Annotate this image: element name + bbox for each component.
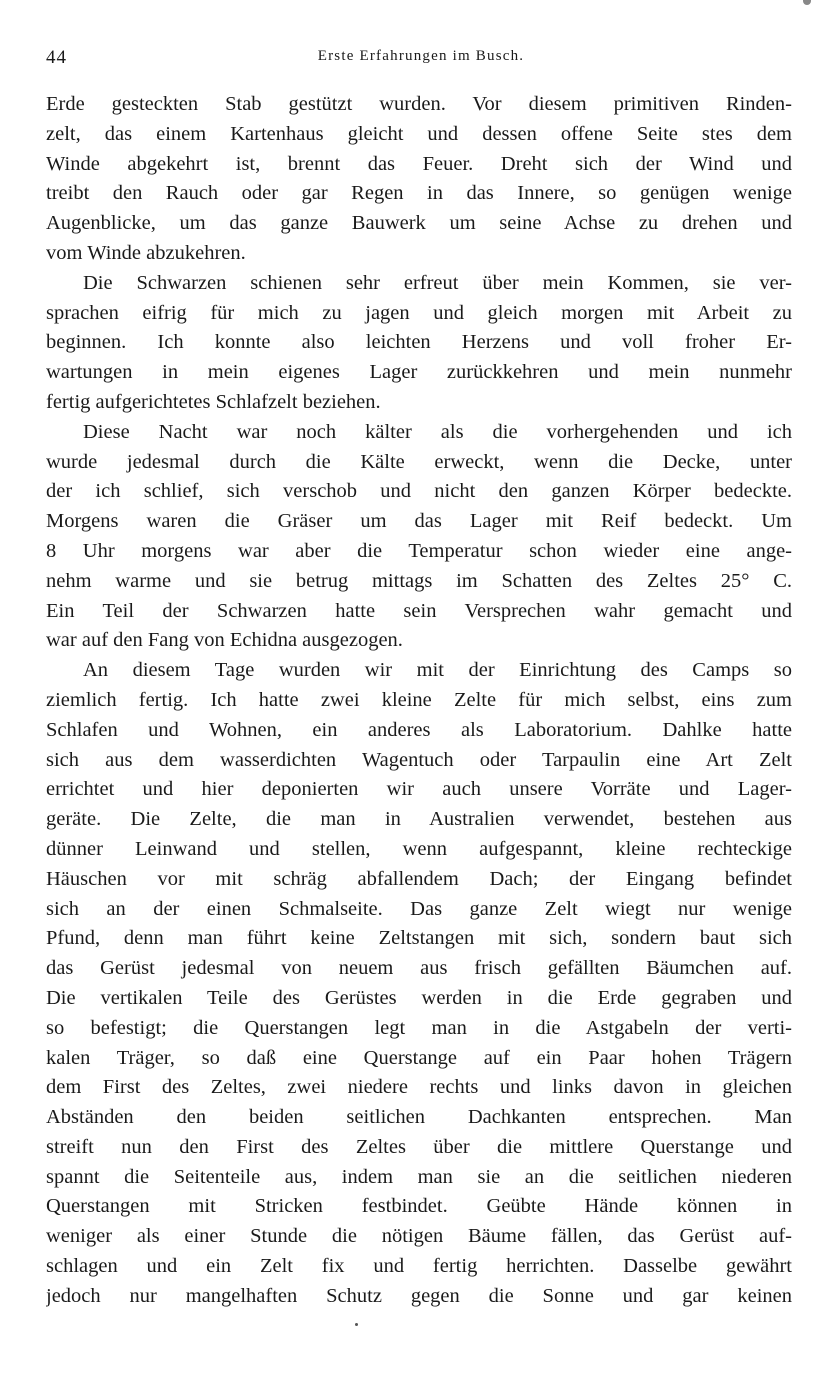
text-line: wartungen in mein eigenes Lager zurückkehren und mein nunmehr [46, 361, 792, 384]
text-line: wurde jedesmal durch die Kälte erweckt, wenn die Decke, unter [46, 450, 792, 473]
text-line: zelt, das einem Kartenhaus gleicht und dessen offene Seite stes dem [46, 122, 792, 145]
body-text [46, 90, 792, 1312]
text-line: das Gerüst jedesmal von neuem aus frisch gefällten Bäumchen auf. [46, 957, 792, 980]
text-line: streift nun den First des Zeltes über die mittlere Querstange und [46, 1135, 792, 1158]
text-line: Schlafen und Wohnen, ein anderes als Laboratorium. Dahlke hatte [46, 718, 792, 741]
text-line: Winde abgekehrt ist, brennt das Feuer. Dreht sich der Wind und [46, 152, 792, 175]
text-line: der ich schlief, sich verschob und nicht den ganzen Körper bedeckte. [46, 480, 792, 503]
text-line: sich an der einen Schmalseite. Das ganze Zelt wiegt nur wenige [46, 897, 792, 920]
text-line: dünner Leinwand und stellen, wenn aufgespannt, kleine rechteckige [46, 837, 792, 860]
text-line: kalen Träger, so daß eine Querstange auf ein Paar hohen Trägern [46, 1046, 792, 1069]
text-line: errichtet und hier deponierten wir auch unsere Vorräte und Lager- [46, 778, 792, 801]
paragraph-start-line: Diese Nacht war noch kälter als die vorhergehenden und ich [83, 420, 792, 443]
text-line: fertig aufgerichtetes Schlafzelt beziehen. [46, 390, 381, 413]
text-line: weniger als einer Stunde die nötigen Bäume fällen, das Gerüst auf- [46, 1225, 792, 1248]
text-line: Ein Teil der Schwarzen hatte sein Versprechen wahr gemacht und [46, 599, 792, 622]
text-line: Pfund, denn man führt keine Zeltstangen mit sich, sondern baut sich [46, 927, 792, 950]
text-line: Abständen den beiden seitlichen Dachkanten entsprechen. Man [46, 1106, 792, 1129]
text-line: Die vertikalen Teile des Gerüstes werden in die Erde gegraben und [46, 986, 792, 1009]
page-header [46, 47, 796, 73]
text-line: nehm warme und sie betrug mittags im Schatten des Zeltes 25° C. [46, 569, 792, 592]
text-line: 8 Uhr morgens war aber die Temperatur schon wieder eine ange- [46, 539, 792, 562]
text-line: spannt die Seitenteile aus, indem man sie an die seitlichen niederen [46, 1165, 792, 1188]
text-line: Häuschen vor mit schräg abfallendem Dach; der Eingang befindet [46, 867, 792, 890]
text-line: schlagen und ein Zelt fix und fertig herrichten. Dasselbe gewährt [46, 1255, 792, 1278]
text-line: dem First des Zeltes, zwei niedere rechts und links davon in gleichen [46, 1076, 792, 1099]
text-line: jedoch nur mangelhaften Schutz gegen die Sonne und gar keinen [46, 1284, 792, 1307]
text-line: ziemlich fertig. Ich hatte zwei kleine Zelte für mich selbst, eins zum [46, 688, 792, 711]
text-line: vom Winde abzukehren. [46, 241, 246, 264]
text-line: beginnen. Ich konnte also leichten Herzens und voll froher Er- [46, 331, 792, 354]
text-line: Morgens waren die Gräser um das Lager mit Reif bedeckt. Um [46, 510, 792, 533]
text-line: geräte. Die Zelte, die man in Australien verwendet, bestehen aus [46, 808, 792, 831]
running-title: Erste Erfahrungen im Busch. [317, 48, 525, 64]
text-line: sprachen eifrig für mich zu jagen und gleich morgen mit Arbeit zu [46, 301, 792, 324]
print-speck [355, 1323, 358, 1326]
paragraph-start-line: Die Schwarzen schienen sehr erfreut über mein Kommen, sie ver- [83, 271, 792, 294]
corner-mark [803, 0, 811, 5]
text-line: Erde gesteckten Stab gestützt wurden. Vor diesem primitiven Rinden- [46, 93, 792, 115]
text-line: Querstangen mit Stricken festbindet. Geübte Hände können in [46, 1195, 792, 1218]
text-line: war auf den Fang von Echidna ausgezogen. [46, 629, 403, 652]
text-line: sich aus dem wasserdichten Wagentuch oder Tarpaulin eine Art Zelt [46, 748, 792, 771]
text-line: treibt den Rauch oder gar Regen in das Innere, so genügen wenige [46, 182, 792, 205]
text-line: Augenblicke, um das ganze Bauwerk um seine Achse zu drehen und [46, 212, 792, 235]
text-line: so befestigt; die Querstangen legt man in die Astgabeln der verti- [46, 1016, 792, 1039]
paragraph-start-line: An diesem Tage wurden wir mit der Einrichtung des Camps so [83, 659, 792, 682]
page-number: 44 [46, 47, 67, 68]
